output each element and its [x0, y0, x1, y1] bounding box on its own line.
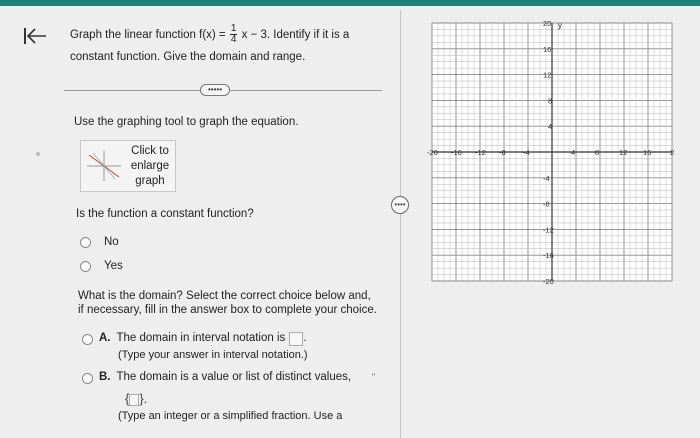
fraction-numerator: 1	[230, 23, 237, 35]
y-tick-label: 20	[543, 19, 552, 28]
choice-a-letter: A.	[99, 332, 111, 344]
choice-b-letter: B.	[99, 371, 111, 383]
fraction	[230, 24, 238, 45]
y-axis-label: y	[558, 21, 562, 30]
set-open-brace: {	[125, 391, 130, 406]
domain-question-line1: What is the domain? Select the correct choice below and,	[78, 290, 371, 302]
top-accent-bar	[0, 0, 700, 6]
radio-choice-b[interactable]	[82, 373, 93, 384]
radio-no[interactable]	[80, 237, 91, 248]
fraction-denominator: 4	[230, 34, 237, 46]
expand-more-button[interactable]: •••••	[200, 84, 230, 96]
x-tick-label: 8	[595, 148, 600, 157]
constant-question: Is the function a constant function?	[76, 208, 254, 220]
domain-question-line2: if necessary, fill in the answer box to complete your choice.	[78, 304, 377, 316]
choice-b[interactable]	[82, 371, 351, 384]
y-tick-label: 12	[543, 70, 552, 80]
choice-b-text: The domain is a value or list of distinct values,	[116, 371, 352, 383]
status-dot	[36, 152, 40, 156]
y-tick-label: -16	[543, 251, 554, 261]
x-tick-label: -8	[499, 148, 506, 157]
x-tick-label: 16	[643, 148, 652, 157]
y-tick-label: 16	[543, 44, 552, 54]
choice-b-hint: (Type an integer or a simplified fraction. Use a	[118, 410, 343, 422]
question-prefix: Graph the linear function f(x) =	[70, 29, 226, 41]
y-tick-label: -12	[543, 225, 554, 235]
graph-thumbnail-icon	[85, 149, 123, 183]
radio-yes[interactable]	[80, 261, 91, 272]
x-tick-label: -12	[475, 148, 486, 157]
y-tick-label: -4	[543, 173, 550, 183]
coordinate-graph[interactable]	[427, 19, 675, 286]
y-tick-label: -8	[543, 199, 550, 209]
radio-choice-a[interactable]	[82, 334, 93, 345]
option-no[interactable]	[80, 234, 119, 250]
option-yes-label: Yes	[104, 260, 123, 272]
y-tick-label: -20	[543, 277, 554, 286]
choice-a-text: The domain in interval notation is	[116, 332, 286, 344]
enlarge-label	[125, 144, 175, 189]
enlarge-line3: graph	[135, 175, 165, 187]
set-close-brace: }.	[139, 391, 148, 406]
back-to-start-icon[interactable]	[22, 26, 48, 46]
question-text	[70, 24, 370, 68]
question-suffix: x − 3. Identify if it is a	[241, 29, 350, 41]
choice-a-hint: (Type your answer in interval notation.)	[118, 349, 308, 361]
choice-a[interactable]: A. The domain in interval notation is .	[82, 332, 306, 346]
y-tick-label: 8	[548, 96, 553, 106]
enlarge-line2: enlarge	[130, 160, 170, 172]
x-tick-label: 4	[571, 148, 576, 157]
pane-splitter	[400, 10, 401, 438]
x-tick-label: 12	[619, 148, 628, 157]
option-no-label: No	[104, 236, 119, 248]
domain-values-input[interactable]	[125, 391, 149, 407]
question-line2: constant function. Give the domain and range.	[70, 51, 306, 63]
x-tick-label: -4	[523, 148, 530, 157]
pane-resize-handle[interactable]: ••••	[391, 196, 409, 214]
instruction-text: Use the graphing tool to graph the equation.	[74, 116, 299, 128]
domain-question	[78, 289, 378, 317]
set-input-box[interactable]	[129, 394, 139, 406]
domain-interval-input[interactable]	[289, 332, 303, 346]
x-tick-label: -16	[451, 148, 462, 157]
option-yes[interactable]	[80, 258, 123, 274]
enlarge-line1: Click to	[131, 145, 169, 157]
x-tick-label: -20	[427, 148, 438, 157]
y-tick-label: 4	[548, 122, 553, 132]
x-tick-label: 2	[670, 148, 675, 157]
question-pane	[58, 10, 388, 438]
stray-mark: "	[372, 372, 376, 382]
enlarge-graph-button[interactable]	[80, 140, 176, 192]
